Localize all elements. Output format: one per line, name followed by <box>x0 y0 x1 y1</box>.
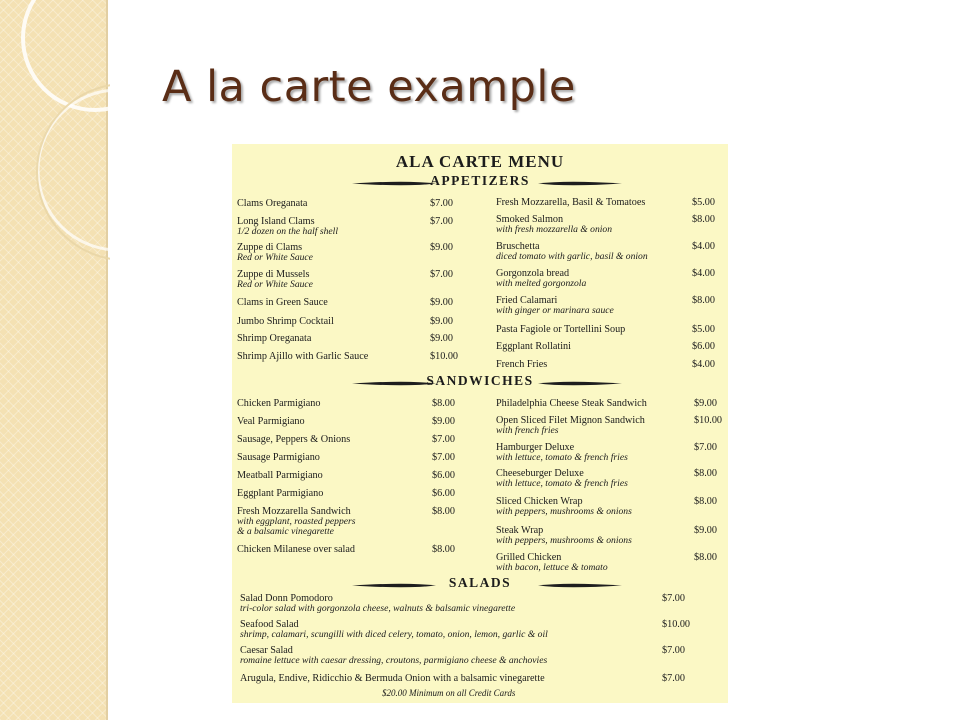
menu-item-description: with eggplant, roasted peppers <box>237 516 356 527</box>
menu-item-name: French Fries <box>496 359 548 370</box>
menu-item <box>496 496 632 517</box>
menu-item-description: with melted gorgonzola <box>496 278 587 289</box>
menu-item-price: $7.00 <box>662 673 685 684</box>
swoosh-right-icon <box>538 582 622 589</box>
menu-title: ALA CARTE MENU <box>395 152 565 171</box>
menu-item-description: 1/2 dozen on the half shell <box>237 226 338 237</box>
menu-item-description: shrimp, calamari, scungilli with diced celery, tomato, onion, lemon, garlic & oil <box>240 629 548 640</box>
menu-item-description: & a balsamic vinegarette <box>237 526 334 537</box>
menu-item-price: $10.00 <box>694 415 723 426</box>
swoosh-right-icon <box>538 380 622 387</box>
menu-item-description: with lettuce, tomato & french fries <box>496 452 628 463</box>
menu-item <box>496 341 571 352</box>
menu-item <box>237 488 323 499</box>
menu-item-price: $8.00 <box>694 552 717 563</box>
menu-item <box>237 269 313 290</box>
menu-item <box>237 351 368 362</box>
menu-item-price: $7.00 <box>430 269 453 280</box>
menu-item <box>237 297 328 308</box>
swoosh-right-icon <box>538 180 622 187</box>
menu-item-price: $9.00 <box>432 416 455 427</box>
menu-item <box>496 268 586 289</box>
menu-item-price: $8.00 <box>692 295 715 306</box>
menu-item-price: $8.00 <box>694 468 717 479</box>
menu-item-name: Jumbo Shrimp Cocktail <box>237 316 334 327</box>
menu-item-description: tri-color salad with gorgonzola cheese, walnuts & balsamic vinegarette <box>240 603 516 614</box>
menu-item-price: $8.00 <box>432 506 455 517</box>
section-title-appetizers: APPETIZERS <box>430 173 530 188</box>
menu-item <box>237 434 350 445</box>
menu-item-name: Arugula, Endive, Ridicchio & Bermuda Onion with a balsamic vinegarette <box>240 673 545 684</box>
menu-item <box>237 216 338 237</box>
menu-item-name: Seafood Salad <box>240 619 299 630</box>
menu-item <box>237 544 355 555</box>
menu-item-name: Sausage Parmigiano <box>237 452 320 463</box>
menu-item-name: Cheeseburger Deluxe <box>496 468 584 479</box>
menu-item-price: $7.00 <box>430 216 453 227</box>
menu-item-price: $9.00 <box>694 525 717 536</box>
menu-item-description: with fresh mozzarella & onion <box>496 224 613 235</box>
menu-item-price: $6.00 <box>432 470 455 481</box>
menu-item <box>237 398 320 409</box>
menu-item-description: Red or White Sauce <box>237 279 313 290</box>
menu-item-name: Fresh Mozzarella Sandwich <box>237 506 351 517</box>
menu-item-price: $6.00 <box>692 341 715 352</box>
menu-item <box>240 673 545 684</box>
menu-item-description: with lettuce, tomato & french fries <box>496 478 628 489</box>
menu-item-price: $5.00 <box>692 197 715 208</box>
menu-item-name: Chicken Parmigiano <box>237 398 321 409</box>
menu-item-price: $9.00 <box>694 398 717 409</box>
menu-item-name: Long Island Clams <box>237 216 315 227</box>
menu-item <box>496 295 614 316</box>
menu-item-name: Pasta Fagiole or Tortellini Soup <box>496 324 626 335</box>
menu-item-name: Fried Calamari <box>496 295 558 306</box>
menu-item-name: Philadelphia Cheese Steak Sandwich <box>496 398 647 409</box>
menu-item-price: $5.00 <box>692 324 715 335</box>
menu-item <box>240 619 548 640</box>
menu-item <box>496 324 625 335</box>
menu-item <box>237 416 305 427</box>
menu-item-price: $4.00 <box>692 359 715 370</box>
menu-image <box>232 144 728 703</box>
menu-item <box>237 452 320 463</box>
menu-item <box>240 593 515 614</box>
menu-item-name: Meatball Parmigiano <box>237 470 323 481</box>
menu-item-description: with peppers, mushrooms & onions <box>496 535 632 546</box>
menu-item-price: $6.00 <box>432 488 455 499</box>
menu-item-name: Zuppe di Mussels <box>237 269 310 280</box>
menu-item-name: Eggplant Rollatini <box>496 341 571 352</box>
menu-item-name: Eggplant Parmigiano <box>237 488 324 499</box>
menu-item-price: $7.00 <box>430 198 453 209</box>
menu-item-description: romaine lettuce with caesar dressing, croutons, parmigiano cheese & anchovies <box>240 655 548 666</box>
menu-item-price: $7.00 <box>694 442 717 453</box>
menu-item <box>496 415 645 436</box>
menu-item-name: Salad Donn Pomodoro <box>240 593 333 604</box>
menu-item-price: $8.00 <box>694 496 717 507</box>
menu-item <box>496 468 628 489</box>
menu-item-price: $10.00 <box>662 619 691 630</box>
decorative-circles <box>0 0 110 300</box>
menu-item <box>496 359 547 370</box>
menu-item-name: Bruschetta <box>496 241 540 252</box>
menu-item <box>237 242 313 263</box>
menu-item-price: $4.00 <box>692 241 715 252</box>
menu-item-name: Fresh Mozzarella, Basil & Tomatoes <box>496 197 646 208</box>
menu-item-price: $10.00 <box>430 351 459 362</box>
menu-item-price: $8.00 <box>432 398 455 409</box>
menu-item <box>496 525 632 546</box>
menu-item-description: with french fries <box>496 425 559 436</box>
menu-item-price: $8.00 <box>692 214 715 225</box>
menu-item <box>496 241 648 262</box>
menu-item <box>496 214 612 235</box>
menu-item <box>237 316 334 327</box>
menu-item-price: $7.00 <box>662 593 685 604</box>
menu-item-name: Steak Wrap <box>496 525 544 536</box>
slide-title: A la carte example <box>162 62 576 112</box>
menu-item <box>240 645 547 666</box>
menu-item-name: Open Sliced Filet Mignon Sandwich <box>496 415 645 426</box>
menu-item-name: Smoked Salmon <box>496 214 564 225</box>
menu-item-price: $9.00 <box>430 316 453 327</box>
menu-item <box>237 198 307 209</box>
menu-item-name: Grilled Chicken <box>496 552 562 563</box>
menu-item-price: $7.00 <box>662 645 685 656</box>
menu-item-name: Hamburger Deluxe <box>496 442 575 453</box>
menu-item-description: with bacon, lettuce & tomato <box>496 562 608 573</box>
menu-item-name: Zuppe di Clams <box>237 242 303 253</box>
menu-item-name: Veal Parmigiano <box>237 416 305 427</box>
menu-item-price: $4.00 <box>692 268 715 279</box>
menu-item-price: $9.00 <box>430 242 453 253</box>
menu-item-price: $7.00 <box>432 434 455 445</box>
menu-item-name: Chicken Milanese over salad <box>237 544 355 555</box>
menu-item-description: with ginger or marinara sauce <box>496 305 614 316</box>
menu-item-price: $9.00 <box>430 333 453 344</box>
menu-item-description: with peppers, mushrooms & onions <box>496 506 632 517</box>
menu-item-name: Caesar Salad <box>240 645 293 656</box>
menu-item-name: Shrimp Ajillo with Garlic Sauce <box>237 351 369 362</box>
menu-item <box>496 398 647 409</box>
menu-item-price: $9.00 <box>430 297 453 308</box>
menu-item <box>237 333 311 344</box>
menu-item-description: diced tomato with garlic, basil & onion <box>496 251 648 262</box>
footer-note: $20.00 Minimum on all Credit Cards <box>382 688 516 698</box>
menu-item-name: Shrimp Oreganata <box>237 333 312 344</box>
menu-item <box>237 506 356 537</box>
section-title-sandwiches: SANDWICHES <box>426 373 534 388</box>
menu-item-price: $8.00 <box>432 544 455 555</box>
section-title-salads: SALADS <box>448 575 512 590</box>
menu-item <box>496 442 628 463</box>
menu-item-name: Gorgonzola bread <box>496 268 570 279</box>
menu-item-name: Clams in Green Sauce <box>237 297 328 308</box>
menu-item <box>496 197 645 208</box>
menu-item <box>237 470 323 481</box>
menu-item-name: Clams Oreganata <box>237 198 308 209</box>
menu-item-name: Sausage, Peppers & Onions <box>237 434 351 445</box>
menu-item-description: Red or White Sauce <box>237 252 313 263</box>
menu-item-name: Sliced Chicken Wrap <box>496 496 583 507</box>
menu-item <box>496 552 608 573</box>
menu-item-price: $7.00 <box>432 452 455 463</box>
